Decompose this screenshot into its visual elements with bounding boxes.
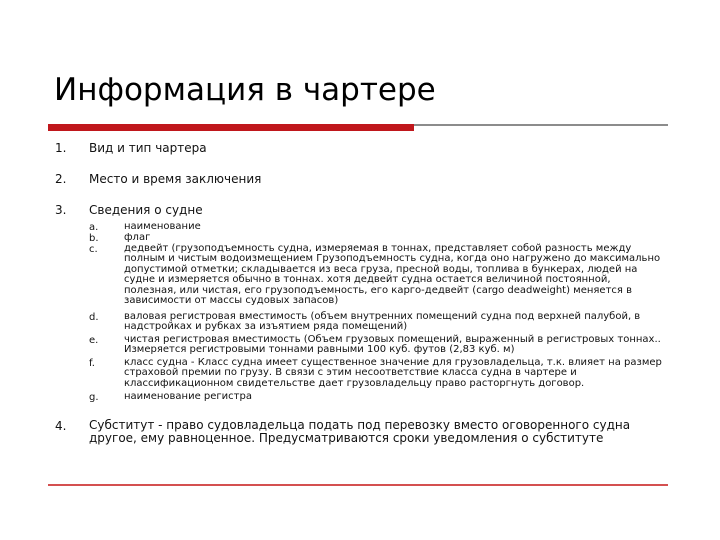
sublist-letter: a. (89, 222, 99, 233)
sublist-text: флаг (124, 232, 151, 243)
list-item-text: Субститут - право судовладельца подать под перевозку вместо оговоренного судна другое, ему равноценное. Предусматриваются сроки уведомления о субституте (89, 418, 631, 445)
sublist-letter: g. (89, 392, 99, 403)
list-item-text: Вид и тип чартера (89, 141, 207, 155)
title-accent-bar (48, 124, 414, 131)
list-item-text: Место и время заключения (89, 172, 262, 186)
sublist-text: класс судна - Класс судна имеет существенное значение для грузовладельца, т.к. влияет на размер страховой премии по грузу. В связи с этим несоответствие класса судна в чартере и классификационном свидетельстве дает грузовладельцу право расторгнуть договор. (124, 357, 662, 389)
sublist-letter: e. (89, 335, 99, 346)
sublist-letter: c. (89, 244, 98, 255)
sublist-text: наименование (124, 221, 201, 232)
sublist-letter: b. (89, 233, 99, 244)
list-item-number: 2. (55, 172, 67, 186)
sublist-text: дедвейт (грузоподъемность судна, измеряемая в тоннах, представляет собой разность между полным и чистым водоизмещением Грузоподъемность судна, когда оно нагружено до максимально допустимой отметки; складывается из веса груза, пресной воды, топлива в бункерах, людей на судне и измеряется обычно в тоннах. хотя дедвейт судна остается величиной постоянной, полезная, или чистая, его грузоподъемность, его карго-дедвейт (cargo deadweight) меняется в зависимости от массы судовых запасов) (124, 243, 661, 307)
list-item-number: 3. (55, 203, 67, 217)
sublist-text: наименование регистра (124, 391, 252, 402)
sublist-letter: d. (89, 312, 99, 323)
sublist-letter: f. (89, 358, 95, 369)
footer-divider (48, 484, 668, 486)
list-item-number: 4. (55, 419, 67, 433)
list-item-number: 1. (55, 141, 67, 155)
slide-title: Информация в чартере (54, 72, 436, 108)
list-item-text: Сведения о судне (89, 203, 203, 217)
sublist-text: валовая регистровая вместимость (объем внутренних помещений судна под верхней палубой, в надстройках и рубках за изъятием ряда помещений) (124, 311, 641, 333)
sublist-text: чистая регистровая вместимость (Объем грузовых помещений, выраженный в регистровых тоннах.. Измеряется регистровыми тоннами равными 100 куб. футов (2,83 куб. м) (124, 334, 661, 356)
